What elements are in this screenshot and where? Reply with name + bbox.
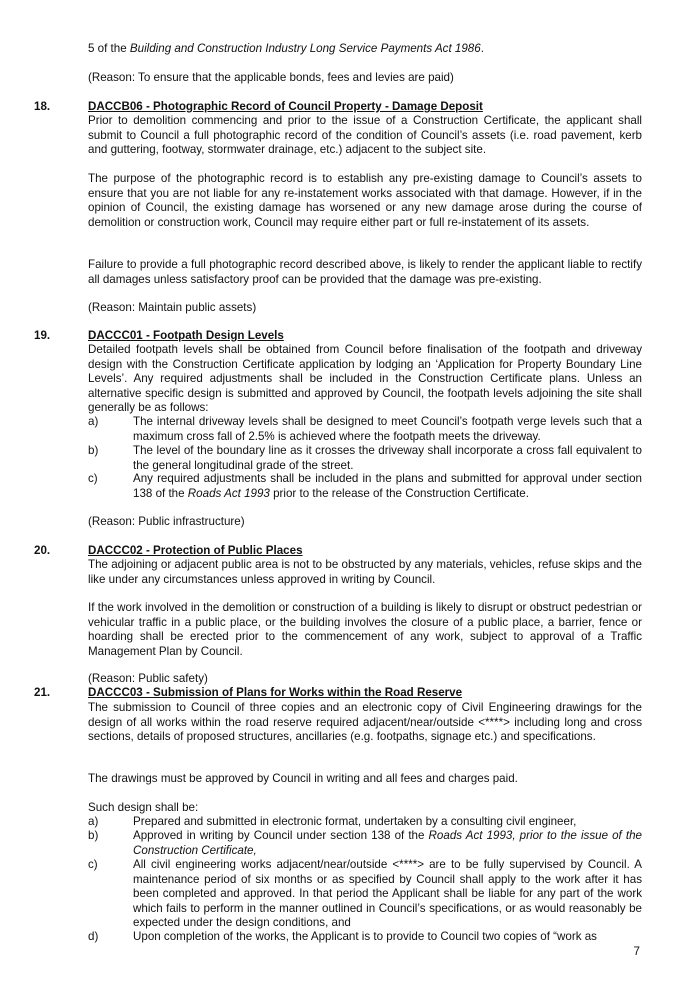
condition-paragraph: Failure to provide a full photographic record described above, is likely to render the applicant liable to rectify all damages unless satisfactory proof can be provided that the damage was pre-existing. bbox=[88, 258, 642, 286]
list-item bbox=[88, 930, 642, 945]
act-title: Roads Act 1993, prior to the issue of the Construction Certificate, bbox=[133, 829, 642, 857]
text-run: . bbox=[480, 42, 484, 55]
condition-paragraph: The drawings must be approved by Council in writing and all fees and charges paid. bbox=[88, 772, 518, 785]
list-marker: c) bbox=[88, 472, 98, 485]
condition-heading: DACCC01 - Footpath Design Levels bbox=[88, 329, 284, 342]
act-title: Building and Construction Industry Long Service Payments Act 1986 bbox=[129, 42, 481, 55]
condition-paragraph: Detailed footpath levels shall be obtained from Council before finalisation of the footpath and driveway design with the Construction Certificate application by lodging an ‘Application for Property Boundary Line Levels’. Any required adjustments shall be included in the Construction Certificate plans. Unless an alternative specific design is submitted and approved by Council, the footpath levels adjoining the site shall generally be as follows: bbox=[88, 343, 642, 415]
list-marker: b) bbox=[88, 829, 99, 842]
list-item bbox=[88, 444, 642, 473]
reason-text: (Reason: To ensure that the applicable bonds, fees and levies are paid) bbox=[88, 71, 454, 84]
text-run: Any required adjustments shall be included in the plans and submitted for approval under section 138 of the bbox=[133, 472, 642, 500]
condition-paragraph: The submission to Council of three copies and an electronic copy of Civil Engineering drawings for the design of all works within the road reserve required adjacent/near/outside <****> including long and cross sections, details of proposed structures, ancillaries (e.g. footpaths, signage etc.) and specifications. bbox=[88, 701, 642, 744]
condition-paragraph: Such design shall be: bbox=[88, 801, 199, 814]
list-text bbox=[133, 472, 642, 501]
list-text bbox=[133, 829, 642, 858]
text-run: 5 of the bbox=[88, 42, 130, 55]
reason-text: (Reason: Maintain public assets) bbox=[88, 301, 257, 314]
condition-number: 21. bbox=[34, 686, 51, 699]
text-run: Approved in writing by Council under section 138 of the bbox=[133, 829, 429, 842]
condition-paragraph: The purpose of the photographic record is to establish any pre-existing damage to Council’s assets to ensure that you are not liable for any re-instatement works associated with that damage. However, if in the opinion of Council, the existing damage has worsened or any new damage arose during the course of demolition or construction work, Council may require either part or full re-instatement of its assets. bbox=[88, 172, 642, 229]
list-marker: c) bbox=[88, 858, 98, 871]
list-marker: a) bbox=[88, 415, 99, 428]
list-text: Upon completion of the works, the Applicant is to provide to Council two copies of “work as bbox=[133, 930, 597, 943]
page-number: 7 bbox=[633, 945, 640, 958]
text-run: prior to the release of the Construction Certificate. bbox=[269, 486, 529, 500]
condition-paragraph: The adjoining or adjacent public area is not to be obstructed by any materials, vehicles, refuse skips and the like under any circumstances unless approved in writing by Council. bbox=[88, 558, 642, 586]
list-text: Prepared and submitted in electronic format, undertaken by a consulting civil engineer, bbox=[133, 815, 577, 828]
list-item bbox=[88, 415, 642, 444]
condition-number: 20. bbox=[34, 544, 51, 557]
continuation-paragraph bbox=[88, 42, 642, 57]
condition-heading: DACCC03 - Submission of Plans for Works within the Road Reserve bbox=[88, 686, 463, 699]
list-text: All civil engineering works adjacent/near/outside <****> are to be fully supervised by Council. A maintenance period of six months or as specified by Council shall apply to the work after it has been completed and approved. In that period the Applicant shall be liable for any part of the work which fails to perform in the manner outlined in Council’s specifications, or as would reasonably be expected under the design conditions, and bbox=[133, 858, 642, 930]
list-item bbox=[88, 472, 642, 501]
act-title: Roads Act 1993 bbox=[187, 486, 270, 500]
list-text: The internal driveway levels shall be designed to meet Council’s footpath verge levels such that a maximum cross fall of 2.5% is achieved where the footpath meets the driveway. bbox=[133, 415, 642, 443]
condition-paragraph: Prior to demolition commencing and prior to the issue of a Construction Certificate, the applicant shall submit to Council a full photographic record of the condition of Council’s assets (i.e. road pavement, kerb and guttering, footway, stormwater drainage, etc.) adjacent to the subject site. bbox=[88, 114, 642, 157]
condition-heading: DACCB06 - Photographic Record of Council Property - Damage Deposit bbox=[88, 100, 483, 113]
condition-paragraph: If the work involved in the demolition or construction of a building is likely to disrupt or obstruct pedestrian or vehicular traffic in a public place, or the building involves the closure of a public place, a barrier, fence or hoarding shall be erected prior to the commencement of any work, subject to approval of a Traffic Management Plan by Council. bbox=[88, 601, 642, 658]
condition-heading: DACCC02 - Protection of Public Places bbox=[88, 544, 303, 557]
list-item bbox=[88, 829, 642, 858]
list-item bbox=[88, 858, 642, 931]
list-item bbox=[88, 815, 642, 830]
list-text: The level of the boundary line as it crosses the driveway shall incorporate a cross fall equivalent to the general longitudinal grade of the street. bbox=[133, 444, 642, 472]
reason-text: (Reason: Public safety) bbox=[88, 672, 208, 685]
reason-text: (Reason: Public infrastructure) bbox=[88, 515, 245, 528]
list-marker: d) bbox=[88, 930, 99, 943]
list-marker: b) bbox=[88, 444, 99, 457]
list-marker: a) bbox=[88, 815, 99, 828]
condition-number: 19. bbox=[34, 329, 51, 342]
condition-number: 18. bbox=[34, 100, 51, 113]
